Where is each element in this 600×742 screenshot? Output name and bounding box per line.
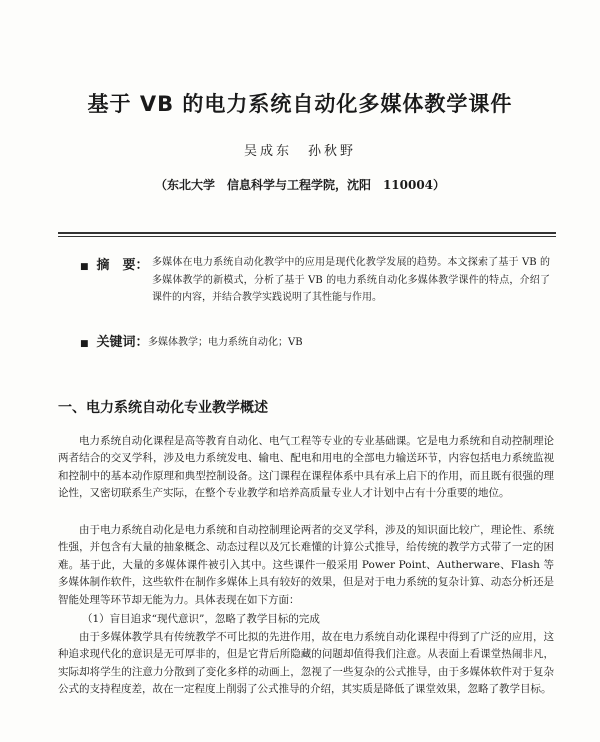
abstract-label: 摘 要： <box>96 258 149 273</box>
paper-authors: 吴成东 孙秋野 <box>243 144 356 159</box>
paper-title: 基于 VB 的电力系统自动化多媒体教学课件 <box>87 92 513 116</box>
keywords-label: 关键词： <box>96 335 149 350</box>
black-square-bullet-icon: ■ <box>80 339 89 349</box>
abstract-text: 多媒体在电力系统自动化教学中的应用是现代化教学发展的趋势。本文探索了基于 VB 的多媒体教学的新模式，分析了基于 VB 的电力系统自动化多媒体教学课件的特点，介绍了课件的内容，并结合教学实践说明了其性能与作用。 <box>152 257 550 303</box>
body-paragraph: 电力系统自动化课程是高等教育自动化、电气工程等专业的专业基础课。它是电力系统和自动控制理论两者结合的交叉学科，涉及电力系统发电、输电、配电和用电的全部电力输送环节，内容包括电力系统监视和控制中的基本动作原理和典型控制设备。这门课程在课程体系中具有承上启下的作用，而且既有很强的理论性，又密切联系生产实际，在整个专业教学和培养高质量专业人才计划中占有十分重要的地位。 <box>58 435 554 500</box>
black-square-bullet-icon: ■ <box>80 262 89 272</box>
keywords-text: 多媒体教学；电力系统自动化；VB <box>148 337 303 348</box>
body-paragraph: 由于电力系统自动化是电力系统和自动控制理论两者的交叉学科，涉及的知识面比较广，理论性、系统性强，并包含有大量的抽象概念、动态过程以及冗长难懂的计算公式推导，给传统的教学方式带了一定的困难。基于此，大量的多媒体课件被引入其中。这些课件一般采用 Power Point、Autherware、Flash 等多媒体制作软件，这些软件在制作多媒体上具有较好的效果，但是对于电力系统的复杂计算、动态分析还是智能处理等环节却无能为力。具体表现在如下方面： <box>58 524 554 606</box>
header-rule-thin <box>58 236 556 237</box>
header-rule-thick <box>58 232 556 234</box>
paper-affiliation: （东北大学 信息科学与工程学院，沈阳 110004） <box>154 178 446 192</box>
section-heading: 一、电力系统自动化专业教学概述 <box>58 400 268 416</box>
body-subheading: （1）盲目追求“现代意识”，忽略了教学目标的完成 <box>82 613 320 625</box>
body-paragraph: 由于多媒体教学具有传统教学不可比拟的先进作用，故在电力系统自动化课程中得到了广泛的应用，这种追求现代化的意识是无可厚非的，但是它背后所隐藏的问题却值得我们注意。从表面上看课堂热闹非凡，实际却将学生的注意力分散到了变化多样的动画上，忽视了一些复杂的公式推导，由于多媒体软件对于复杂公式的支持程度差，故在一定程度上削弱了公式推导的介绍，其实质是降低了课堂效果，忽略了教学目标。 <box>58 631 554 696</box>
abstract-label-block <box>80 254 149 273</box>
keywords-label-block <box>80 331 149 350</box>
